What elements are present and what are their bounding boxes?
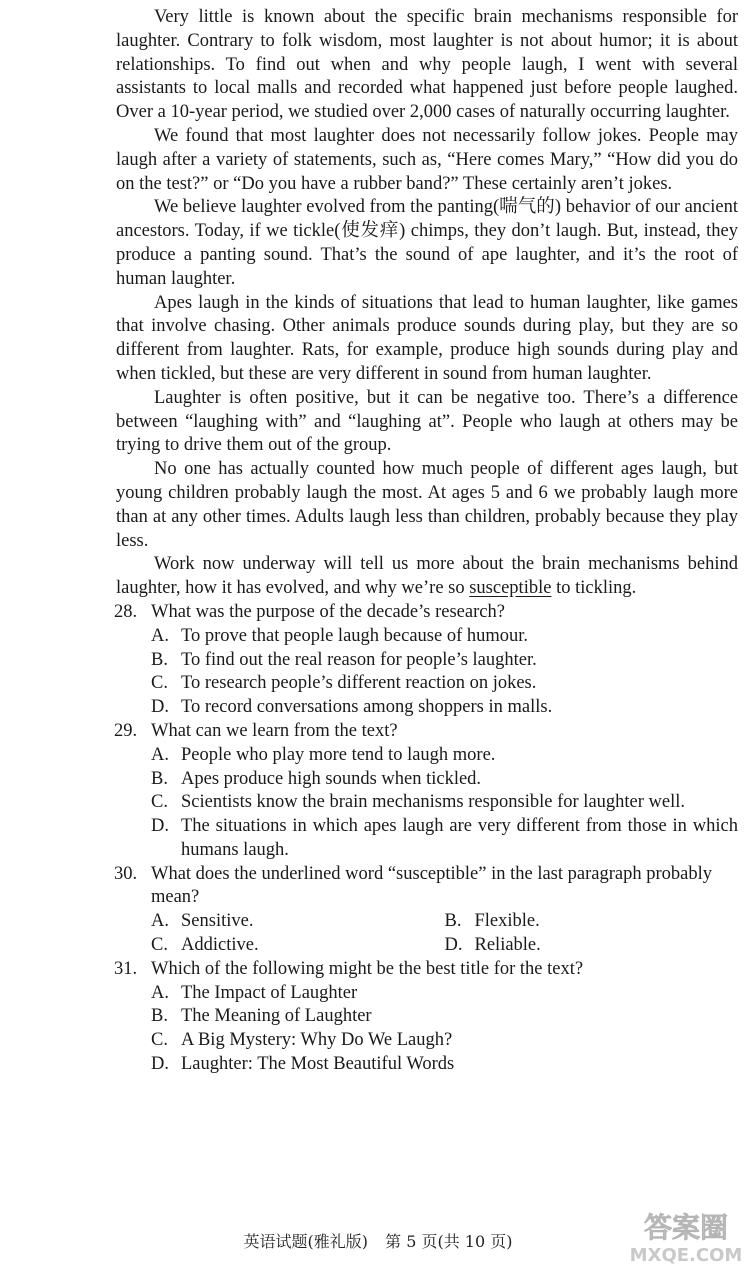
paragraph-7-text-after: to tickling.	[551, 578, 637, 599]
option-text: Addictive.	[181, 935, 259, 956]
question-number: 30.	[114, 863, 138, 884]
option-label: A.	[151, 982, 169, 1003]
footer-page-number: 第 5 页(共 10 页)	[385, 1232, 513, 1251]
passage-paragraph-7	[116, 553, 738, 601]
option-text: To research people’s different reaction on jokes.	[181, 673, 537, 694]
option-label: C.	[151, 1030, 168, 1051]
option-d	[151, 696, 738, 720]
option-a	[151, 982, 738, 1006]
question-number: 28.	[114, 601, 138, 622]
option-text: To record conversations among shoppers in malls.	[181, 697, 553, 718]
footer-subject: 英语试题(雅礼版)	[243, 1232, 369, 1251]
option-label: B.	[151, 1006, 168, 1027]
option-d	[445, 934, 739, 958]
option-text: A Big Mystery: Why Do We Laugh?	[181, 1030, 453, 1051]
option-a	[151, 910, 445, 934]
paragraph-7-text-before: Work now underway will tell us more about the brain mechanisms behind laughter, how it has evolved, and why we’re so	[116, 554, 738, 599]
option-label: B.	[444, 911, 462, 932]
option-text: The situations in which apes laugh are very different from those in which humans laugh.	[181, 816, 738, 860]
option-c	[151, 672, 738, 696]
underlined-word: susceptible	[469, 578, 552, 599]
option-text: Flexible.	[474, 911, 540, 932]
option-label: D.	[151, 1054, 169, 1075]
option-text: Reliable.	[474, 935, 541, 956]
option-c	[151, 934, 445, 958]
option-c	[151, 1029, 738, 1053]
option-b	[151, 649, 738, 673]
option-label: B.	[151, 649, 168, 670]
passage-paragraph-5: Laughter is often positive, but it can be negative too. There’s a difference between “laughing with” and “laughing at”. People who laugh at others may be trying to drive them out of the group.	[116, 387, 738, 456]
option-label: C.	[151, 792, 168, 813]
question-number: 29.	[114, 720, 138, 741]
question-31	[116, 958, 738, 1077]
option-text: The Impact of Laughter	[181, 982, 358, 1003]
passage-paragraph-1: Very little is known about the specific brain mechanisms responsible for laughter. Contrary to folk wisdom, most laughter is not about humor; it is about relationships. To find out when and why people laugh, I went with several assistants to local malls and recorded what happened just before people laughed. Over a 10-year period, we studied over 2,000 cases of naturally occurring laughter.	[116, 7, 738, 123]
passage-paragraph-3: We believe laughter evolved from the panting(喘气的) behavior of our ancient ancestors. Today, if we tickle(使发痒) chimps, they don’t laugh. But, instead, they produce a panting sound. That’s the sound of ape laughter, and it’s the root of human laughter.	[116, 197, 738, 289]
passage-paragraph-6: No one has actually counted how much people of different ages laugh, but young children probably laugh the most. At ages 5 and 6 we probably laugh more than at any other times. Adults laugh less than children, probably because they play less.	[116, 459, 738, 551]
watermark-logo	[622, 1203, 750, 1267]
question-30	[116, 863, 738, 958]
option-c	[151, 791, 738, 815]
option-text: Scientists know the brain mechanisms responsible for laughter well.	[181, 792, 686, 813]
option-label: A.	[151, 625, 169, 646]
option-label: A.	[151, 911, 169, 932]
option-b	[151, 1005, 738, 1029]
option-label: D.	[151, 816, 169, 837]
exam-page	[116, 6, 738, 1077]
option-label: D.	[444, 935, 463, 956]
option-a	[151, 744, 738, 768]
question-29	[116, 720, 738, 863]
option-text: People who play more tend to laugh more.	[181, 744, 496, 765]
option-label: C.	[151, 673, 168, 694]
question-stem: What can we learn from the text?	[151, 720, 398, 741]
option-text: To prove that people laugh because of humour.	[181, 625, 529, 646]
option-text: To find out the real reason for people’s laughter.	[181, 649, 537, 670]
question-stem: What does the underlined word “susceptible” in the last paragraph probably mean?	[151, 863, 712, 908]
question-28	[116, 601, 738, 720]
option-d	[151, 1053, 738, 1077]
option-label: D.	[151, 697, 169, 718]
option-label: C.	[151, 935, 168, 956]
option-text: Laughter: The Most Beautiful Words	[181, 1054, 455, 1075]
option-label: B.	[151, 768, 168, 789]
passage-paragraph-2: We found that most laughter does not necessarily follow jokes. People may laugh after a variety of statements, such as, “Here comes Mary,” “How did you do on the test?” or “Do you have a rubber band?” These certainly aren’t jokes.	[116, 125, 738, 194]
option-text: Apes produce high sounds when tickled.	[181, 768, 482, 789]
option-text: The Meaning of Laughter	[181, 1006, 372, 1027]
passage-paragraph-4: Apes laugh in the kinds of situations that lead to human laughter, like games that involve chasing. Other animals produce sounds during play, but they are so different from laughter. Rats, for example, produce high sounds during play and when tickled, but these are very different in sound from human laughter.	[116, 292, 738, 384]
question-stem: What was the purpose of the decade’s research?	[151, 601, 505, 622]
option-b	[151, 768, 738, 792]
watermark-top-text: 答案圈	[643, 1211, 729, 1244]
watermark-bottom-text: MXQE.COM	[629, 1245, 743, 1266]
question-number: 31.	[114, 958, 138, 979]
option-label: A.	[151, 744, 169, 765]
option-b	[445, 910, 739, 934]
question-stem: Which of the following might be the best title for the text?	[151, 958, 584, 979]
option-a	[151, 625, 738, 649]
option-d	[151, 815, 738, 863]
option-text: Sensitive.	[181, 911, 254, 932]
